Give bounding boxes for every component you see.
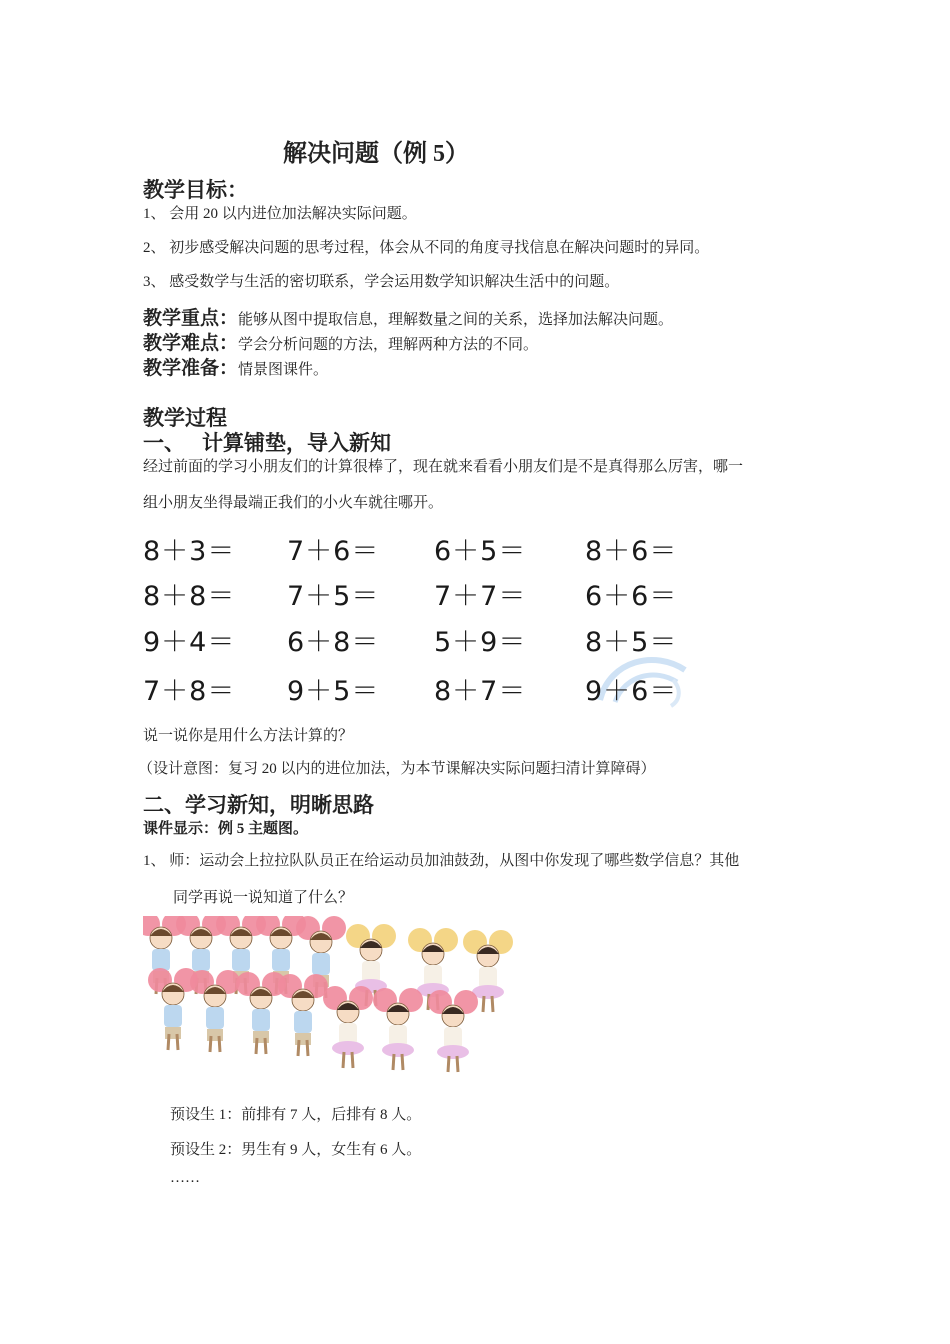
difficulties-row bbox=[143, 328, 538, 355]
equation-r4c2: 9＋5＝ bbox=[287, 676, 380, 707]
ellipsis: …… bbox=[170, 1170, 200, 1186]
equation-r4c1: 7＋8＝ bbox=[143, 676, 236, 707]
goal-item-2: 2、 初步感受解决问题的思考过程，体会从不同的角度寻找信息在解决问题时的异同。 bbox=[143, 240, 710, 256]
key-points-label: 教学重点： bbox=[143, 307, 239, 329]
page-title: 解决问题（例 5） bbox=[283, 141, 469, 167]
cheerleader-front-4 bbox=[278, 974, 328, 1056]
design-note: （设计意图：复习 20 以内的进位加法，为本节课解决实际问题扫清计算障碍） bbox=[138, 761, 656, 777]
student-answer-2: 预设生 2：男生有 9 人，女生有 6 人。 bbox=[170, 1142, 422, 1158]
equation-r1c1: 8＋3＝ bbox=[143, 536, 236, 567]
preparation-text: 情景图课件。 bbox=[238, 362, 329, 378]
section1-para-line2: 组小朋友坐得最端正我们的小火车就往哪开。 bbox=[143, 495, 444, 511]
key-points-text: 能够从图中提取信息，理解数量之间的关系，选择加法解决问题。 bbox=[238, 312, 674, 328]
goal-item-1: 1、 会用 20 以内进位加法解决实际问题。 bbox=[143, 206, 417, 222]
equation-r4c4: 9＋6＝ bbox=[585, 676, 678, 707]
difficulties-text: 学会分析问题的方法，理解两种方法的不同。 bbox=[238, 337, 539, 353]
courseware-note: 课件显示：例 5 主题图。 bbox=[143, 821, 309, 837]
process-heading: 教学过程 bbox=[143, 406, 227, 430]
equation-r3c2: 6＋8＝ bbox=[287, 627, 380, 658]
cheerleader-front-6 bbox=[373, 988, 423, 1070]
goals-heading: 教学目标： bbox=[143, 178, 248, 202]
key-points-row bbox=[143, 303, 673, 330]
equation-r2c1: 8＋8＝ bbox=[143, 581, 236, 612]
section2-item1-line1: 1、 师：运动会上拉拉队队员正在给运动员加油鼓劲，从图中你发现了哪些数学信息？其他 bbox=[143, 853, 740, 869]
cheerleader-front-2 bbox=[190, 970, 240, 1052]
preparation-label: 教学准备： bbox=[143, 357, 239, 379]
section1-number: 一、 bbox=[143, 431, 185, 455]
section1-para-line1: 经过前面的学习小朋友们的计算很棒了，现在就来看看小朋友们是不是真得那么厉害，哪一 bbox=[143, 459, 744, 475]
equation-r4c3: 8＋7＝ bbox=[434, 676, 527, 707]
equation-r1c3: 6＋5＝ bbox=[434, 536, 527, 567]
preparation-row bbox=[143, 353, 328, 380]
equation-r3c4: 8＋5＝ bbox=[585, 627, 678, 658]
equation-r2c2: 7＋5＝ bbox=[287, 581, 380, 612]
equation-r3c1: 9＋4＝ bbox=[143, 627, 236, 658]
equation-r2c4: 6＋6＝ bbox=[585, 581, 678, 612]
section2-item1-line2: 同学再说一说知道了什么？ bbox=[173, 890, 354, 906]
equation-r1c2: 7＋6＝ bbox=[287, 536, 380, 567]
cheerleader-front-7 bbox=[428, 990, 478, 1072]
equation-r3c3: 5＋9＝ bbox=[434, 627, 527, 658]
cheerleaders-illustration bbox=[143, 916, 528, 1088]
method-question: 说一说你是用什么方法计算的？ bbox=[143, 728, 354, 744]
goal-item-3: 3、 感受数学与生活的密切联系，学会运用数学知识解决生活中的问题。 bbox=[143, 274, 620, 290]
section1-title: 计算铺垫，导入新知 bbox=[202, 431, 391, 455]
difficulties-label: 教学难点： bbox=[143, 332, 239, 354]
equation-r1c4: 8＋6＝ bbox=[585, 536, 678, 567]
equation-r2c3: 7＋7＝ bbox=[434, 581, 527, 612]
section2-title: 二、学习新知，明晰思路 bbox=[143, 793, 374, 817]
cheerleader-front-5 bbox=[323, 986, 373, 1068]
student-answer-1: 预设生 1：前排有 7 人，后排有 8 人。 bbox=[170, 1107, 422, 1123]
